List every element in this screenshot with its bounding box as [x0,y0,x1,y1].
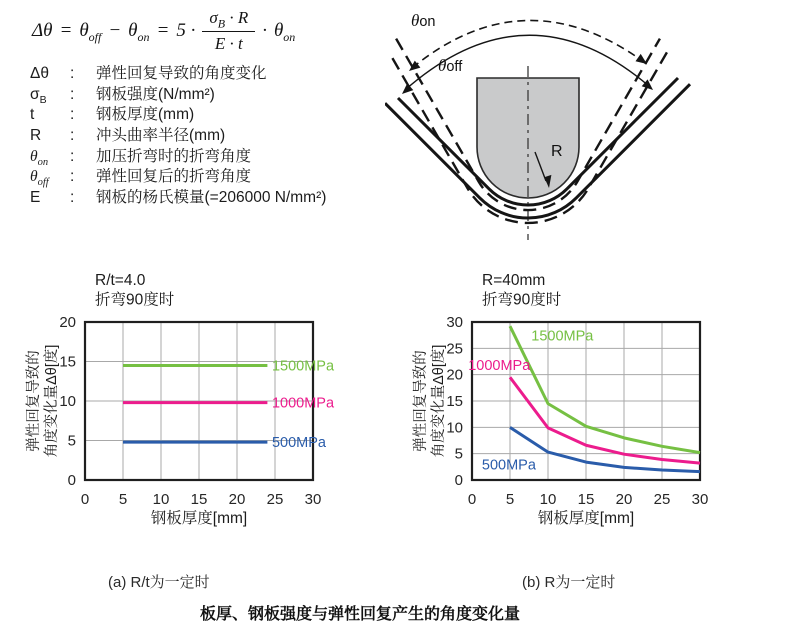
chart-title-line: R/t=4.0 [95,272,146,289]
legend-row [30,102,326,123]
legend-description: 弹性回复后的折弯角度 [96,168,252,186]
y-tick-label: 10 [446,419,463,437]
legend-colon: : [70,85,75,103]
y-axis-label-line: 角度变化量Δθ[度] [431,344,447,458]
formula-numerator: $\sigma_B \cdot R$ [202,8,255,32]
chart-title-line: R=40mm [482,272,546,289]
y-tick-label: 15 [446,393,463,410]
series-label-1000MPa: 1000MPa [271,395,335,412]
formula-theta-on: $\theta_{on}$ [128,19,150,44]
legend-symbol: E [30,189,41,207]
legend-colon: : [70,106,75,124]
series-line-1000MPa [510,377,700,463]
series-line-1500MPa [510,326,700,452]
legend-colon: : [70,168,75,186]
x-tick-label: 0 [80,491,90,508]
chart-title-line: 折弯90度时 [95,291,175,309]
y-tick-label: 15 [59,353,76,371]
formula-fraction [202,8,255,54]
x-tick-label: 10 [152,491,170,508]
y-axis-label-line: 角度变化量Δθ[度] [44,344,60,458]
theta-on-label: θon [411,11,436,30]
legend-row [30,61,326,82]
y-tick-label: 20 [446,366,463,384]
y-tick-label: 20 [59,314,76,331]
chart-rt-constant-plot [25,262,380,532]
series-label-500MPa: 500MPa [481,457,536,474]
x-tick-label: 15 [577,491,595,508]
x-tick-label: 5 [505,491,515,508]
legend-description: 冲头曲率半径(mm) [96,127,226,145]
legend-colon: : [70,147,75,165]
formula-theta-off: $\theta_{off}$ [79,19,102,44]
series-label-1500MPa: 1500MPa [531,328,594,345]
y-tick-label: 0 [67,472,76,489]
formula-delta-theta: Δθ [32,20,53,42]
x-tick-label: 10 [539,491,557,508]
series-label-1500MPa: 1500MPa [271,358,335,375]
formula-minus: − [108,20,122,42]
legend-row [30,164,326,189]
legend-colon: : [70,189,75,207]
x-tick-label: 15 [190,491,208,508]
formula-denominator: E · t [214,34,243,54]
theta-off-label: θoff [438,56,463,75]
chart-title-line: 折弯90度时 [482,291,562,309]
y-tick-label: 0 [454,472,463,489]
legend-description: 弹性回复导致的角度变化 [96,65,267,82]
y-tick-label: 25 [446,340,463,358]
legend-symbol: $\theta_{on}$ [30,147,49,168]
x-axis-label: 钢板厚度[mm] [537,510,635,527]
legend-symbol: t [30,106,35,124]
x-tick-label: 30 [304,491,322,508]
x-axis-label: 钢板厚度[mm] [150,510,248,527]
formula-coefficient: 5 · [176,20,196,42]
y-tick-label: 5 [67,432,76,450]
legend-description: 钢板的杨氏模量(=206000 N/mm²) [96,189,327,207]
legend-description: 钢板厚度(mm) [96,106,195,124]
x-tick-label: 0 [467,491,477,508]
legend-symbol: Δθ [30,65,49,82]
legend-row [30,123,326,144]
legend-symbol: $\theta_{off}$ [30,168,49,189]
figure-title: 板厚、钢板强度与弹性回复产生的角度变化量 [199,606,521,623]
chart-r-constant-plot [412,262,800,532]
y-tick-label: 5 [454,445,463,463]
springback-formula [32,8,295,54]
x-tick-label: 25 [653,491,671,508]
x-tick-label: 20 [615,491,633,508]
chart-rt-constant [25,262,380,537]
formula-equals-2: = [156,20,170,42]
caption-chart-b: (b) R为一定时 [522,574,616,591]
y-tick-label: 10 [59,393,76,410]
formula-theta-on-2: $\theta_{on}$ [273,19,296,44]
series-label-1000MPa: 1000MPa [468,358,531,375]
theta-on-arrow-right-icon [636,54,648,64]
caption-chart-a: (a) R/t为一定时 [108,574,210,591]
legend-row [30,185,326,206]
legend-colon: : [70,127,75,145]
legend-row [30,82,326,106]
x-tick-label: 20 [228,491,246,508]
x-tick-label: 25 [266,491,284,508]
y-tick-label: 30 [446,314,463,331]
formula-dot: · [262,20,267,42]
legend-symbol: R [30,127,42,145]
legend-description: 加压折弯时的折弯角度 [96,147,252,165]
legend-symbol: $\sigma_B$ [30,85,47,106]
variable-legend [30,61,326,206]
x-tick-label: 5 [118,491,128,508]
formula-equals: = [59,20,73,42]
series-label-500MPa: 500MPa [271,435,326,452]
y-axis-label-line: 弹性回复导致的 [413,350,429,452]
legend-row [30,144,326,168]
chart-r-constant [412,262,800,537]
legend-description: 钢板强度(N/mm²) [96,85,215,103]
bend-springback-diagram [385,0,800,250]
y-axis-label-line: 弹性回复导致的 [26,350,42,452]
x-tick-label: 30 [691,491,709,508]
radius-label: R [551,143,563,160]
legend-colon: : [70,65,75,82]
